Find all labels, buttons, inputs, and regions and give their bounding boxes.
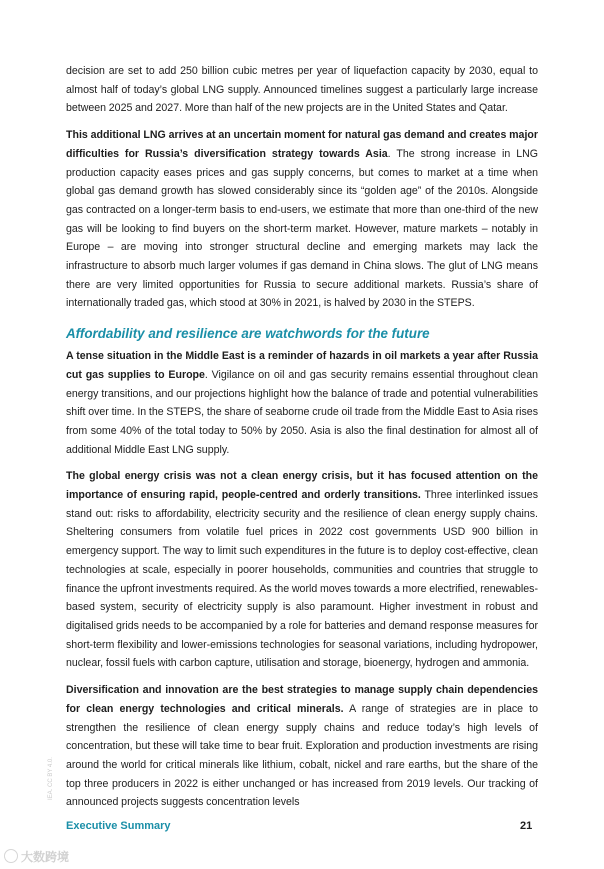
paragraph-diversification [66, 681, 538, 812]
paragraph-text: . The strong increase in LNG production capacity eases prices and gas supply concerns, but comes to market at a time when global gas demand growth has slowed considerably since its “golden age” of the 2010s. Alongside gas contracted on a longer-term basis to end-users, we estimate that more than one-third of the new gas will be looking to find buyers on the short-term market. However, mature markets – notably in Europe – are moving into stronger structural decline and emerging markets may lack the infrastructure to absorb much larger volumes if gas demand in China slows. The glut of LNG means there are very limited opportunities for Russia to secure additional markets. Russia’s share of internationally traded gas, which stood at 30% in 2021, is halved by 2030 in the STEPS. [66, 147, 538, 310]
paragraph-lead: The global energy crisis was not a clean energy crisis, but it has focused attention on the importance of ensuring rapid, people-centred and orderly transitions. [66, 470, 538, 502]
body-text [66, 62, 538, 820]
watermark-logo-icon [4, 849, 18, 863]
page-number: 21 [520, 820, 533, 832]
license-note: IEA. CC BY 4.0. [48, 757, 54, 800]
paragraph-text: Three interlinked issues stand out: risks to affordability, electricity security and the resilience of clean energy supply chains. Sheltering consumers from volatile fuel prices in 2022 cost governments USD 900 billion in emergency support. The way to limit such expenditures in the future is to deploy cost-effective, clean technologies at scale, especially in poorer households, communities and countries that struggle to finance the upfront investments required. As the world moves towards a more electrified, renewables-based system, security of electricity supply is also paramount. Higher investment in robust and digitalised grids needs to be accompanied by a role for batteries and demand response measures for short-term flexibility and lower-emissions technologies for seasonal variations, including hydropower, nuclear, fossil fuels with carbon capture, utilisation and storage, bioenergy, hydrogen and ammonia. [66, 489, 538, 670]
paragraph-lng-capacity [66, 62, 538, 118]
watermark [4, 848, 69, 864]
paragraph-text: . Vigilance on oil and gas security remains essential throughout clean energy transitions, and our projections highlight how the balance of trade and potential vulnerabilities shift over time. In the STEPS, the share of seaborne crude oil trade from the Middle East to Asia rises from some 40% of the total today to 50% by 2050. Asia is also the final destination for almost all of additional Middle East LNG supply. [66, 368, 538, 456]
footer-section-title: Executive Summary [66, 820, 171, 832]
paragraph-energy-crisis [66, 467, 538, 673]
paragraph-lead: Diversification and innovation are the best strategies to manage supply chain dependencies for clean energy technologies and critical minerals. [66, 684, 538, 715]
section-heading: Affordability and resilience are watchwords for the future [66, 326, 430, 342]
paragraph-lng-uncertain [66, 126, 538, 313]
paragraph-lead: This additional LNG arrives at an uncertain moment for natural gas demand and creates major difficulties for Russia’s diversification strategy towards Asia [66, 129, 538, 160]
paragraph-middle-east [66, 347, 538, 459]
paragraph-text: A range of strategies are in place to strengthen the resilience of clean energy supply chains and reduce today’s high levels of concentration, but these will take time to bear fruit. Exploration and production investments are rising around the world for critical minerals like lithium, cobalt, nickel and rare earths, but the share of the top three producers in 2022 is either unchanged or has increased from 2019 levels. Our tracking of announced projects suggests concentration levels [66, 702, 539, 809]
paragraph-lead: A tense situation in the Middle East is a reminder of hazards in oil markets a year after Russia cut gas supplies to Europe [66, 350, 538, 381]
paragraph-text: decision are set to add 250 billion cubic metres per year of liquefaction capacity by 2030, equal to almost half of today’s global LNG supply. Announced timelines suggest a particularly large increase between 2025 and 2027. More than half of the new projects are in the United States and Qatar. [66, 65, 538, 115]
watermark-text: 大数跨境 [21, 849, 70, 864]
